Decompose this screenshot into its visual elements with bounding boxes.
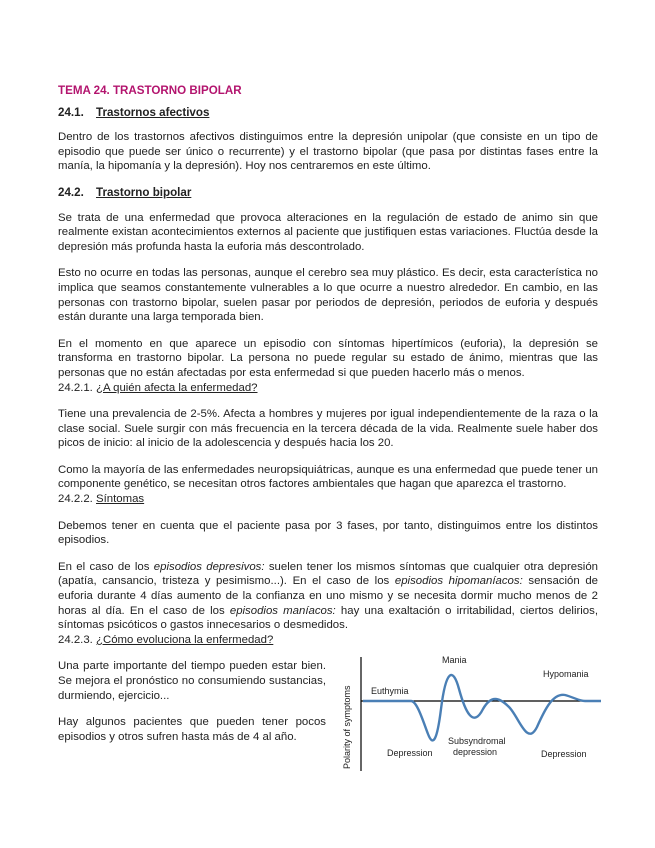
section-number: 24.2. — [58, 185, 84, 199]
paragraph-episodes — [58, 560, 598, 633]
text-run: En el caso de los — [58, 560, 154, 573]
paragraph: Como la mayoría de las enfermedades neuropsiquiátricas, aunque es una enfermedad que puede tener un componente genético, se necesitan otros factores ambientales que hagan que aparezca el trastorno. — [58, 463, 598, 491]
label-mania: Mania — [442, 655, 467, 666]
document-page — [58, 84, 598, 784]
subsection-title: ¿Cómo evoluciona la enfermedad? — [96, 633, 274, 646]
subsection-number: 24.2.1. — [58, 381, 93, 394]
mood-curve — [363, 675, 601, 740]
section-heading-24-1 — [58, 106, 598, 121]
label-subsyndromal: Subsyndromal — [448, 736, 506, 747]
paragraph: Una parte importante del tiempo pueden estar bien. Se mejora el pronóstico no consumiendo sustancias, durmiendo, ejercicio... — [58, 660, 326, 702]
mood-course-diagram — [333, 649, 603, 781]
subsection-title: ¿A quién afecta la enfermedad? — [96, 381, 258, 394]
evolution-text — [58, 659, 326, 756]
emphasis: episodios hipomaníacos: — [394, 575, 523, 588]
label-depression-2: Depression — [541, 749, 587, 760]
subsection-number: 24.2.2. — [58, 493, 93, 506]
evolution-block — [58, 655, 598, 784]
paragraph: Esto no ocurre en todas las personas, aunque el cerebro sea muy plástico. Es decir, esta característica no implica que seamos constantemente vulnerables a lo que ocurre a nuestro alrededor. En cambio, en las personas con trastorno bipolar, suelen pasar por periodos de depresión, periodos de euforia y después están durante una larga temporada bien. — [58, 267, 598, 324]
subsection-heading-24-2-3 — [58, 633, 598, 648]
mood-course-svg — [333, 649, 603, 781]
section-title: Trastornos afectivos — [96, 105, 210, 119]
emphasis: episodios depresivos: — [153, 560, 265, 573]
subsection-title: Síntomas — [96, 493, 145, 506]
subsection-number: 24.2.3. — [58, 633, 93, 646]
text-run: suelen tener los mismos síntomas que cualquier otra depresión (apatía, cansancio, tristeza y pesimismo...). En el caso de los — [58, 560, 598, 588]
paragraph: Dentro de los trastornos afectivos distinguimos entre la depresión unipolar (que consiste en un tipo de episodio que puede ser único o recurrente) y el trastorno bipolar (que pasa por distintas fases entre la manía, la hipomanía y la depresión). Hoy nos centraremos en este último. — [58, 131, 598, 173]
label-depression-1: Depression — [387, 748, 433, 759]
label-euthymia: Euthymia — [371, 686, 409, 697]
emphasis: episodios maníacos: — [229, 604, 336, 617]
section-number: 24.1. — [58, 105, 84, 119]
section-heading-24-2 — [58, 186, 598, 201]
y-axis-label: Polarity of symptoms — [342, 685, 352, 770]
label-hypomania: Hypomania — [543, 669, 589, 680]
subsection-heading-24-2-2 — [58, 492, 598, 507]
paragraph: Se trata de una enfermedad que provoca alteraciones en la regulación de estado de animo sin que realmente existan acontecimientos externos al paciente que justifiquen estas variaciones. Fluctúa desde la depresión más profunda hasta la euforia más descontrolado. — [58, 211, 598, 253]
page-title: TEMA 24. TRASTORNO BIPOLAR — [58, 84, 242, 97]
subsection-heading-24-2-1 — [58, 381, 598, 396]
paragraph: Hay algunos pacientes que pueden tener pocos episodios y otros sufren hasta más de 4 al año. — [58, 716, 326, 743]
paragraph: En el momento en que aparece un episodio con síntomas hipertímicos (euforia), la depresión se transforma en trastorno bipolar. La persona no puede regular su estado de ánimo, mientras que las personas que no están afectadas por esta enfermedad si que pueden hacerlo más o menos. — [58, 337, 598, 379]
label-subsyndromal-depression: depression — [453, 747, 498, 758]
section-title: Trastorno bipolar — [96, 185, 192, 199]
text-run: hay una exaltación o irritabilidad, ciertos delirios, síntomas psicóticos o gastos innecesarios o desmedidos. — [58, 604, 598, 632]
paragraph: Tiene una prevalencia de 2-5%. Afecta a hombres y mujeres por igual independientemente de la raza o la clase social. Suele surgir con más frecuencia en la tercera década de la vida. Realmente suele haber dos picos de inicio: al inicio de la adolescencia y después hacia los 20. — [58, 408, 598, 450]
paragraph: Debemos tener en cuenta que el paciente pasa por 3 fases, por tanto, distinguimos entre los distintos episodios. — [58, 519, 598, 547]
text-run: sensación de euforia durante 4 días aumento de la confianza en uno mismo y se necesita dormir mucho menos de 2 horas al día. En el caso de los — [58, 575, 598, 617]
